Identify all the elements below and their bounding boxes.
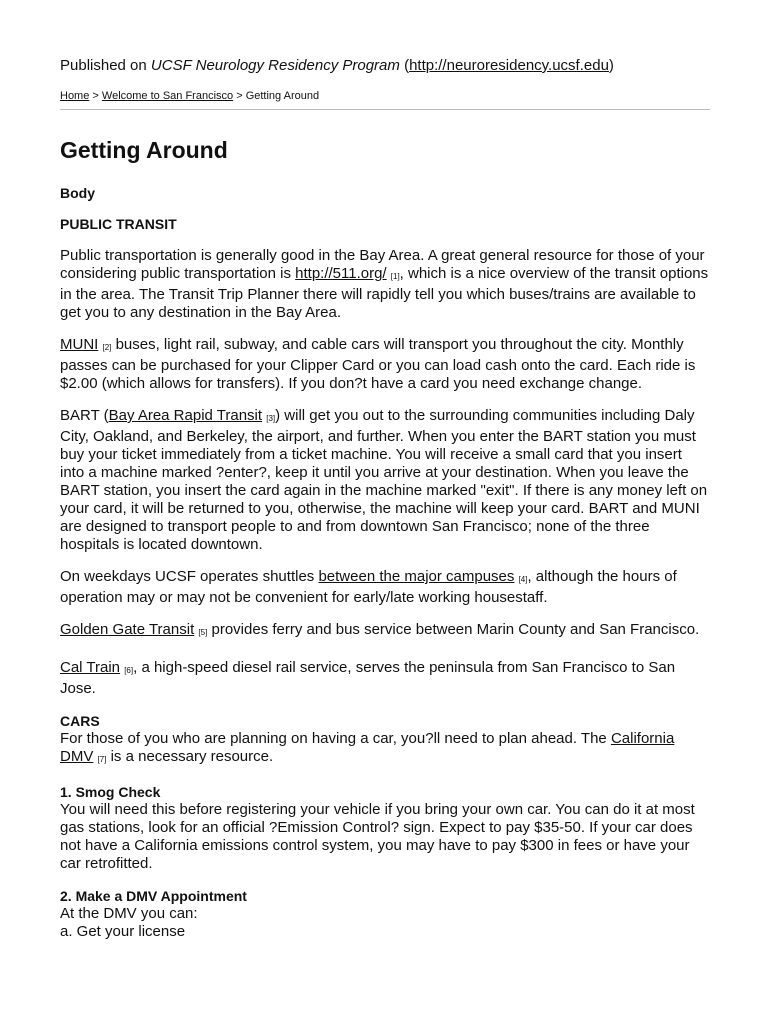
footnote-ref: [5] [198, 628, 208, 637]
body-label: Body [60, 185, 95, 201]
header-divider [60, 109, 710, 110]
paragraph-511 [60, 247, 710, 322]
published-prefix: Published on [60, 57, 147, 74]
link-caltrain[interactable]: Cal Train [60, 659, 121, 676]
smog-check-section [60, 783, 710, 873]
published-on-line [60, 57, 614, 75]
link-golden-gate-transit[interactable]: Golden Gate Transit [60, 621, 195, 638]
close-paren: ) [608, 57, 614, 74]
paragraph-text: BART ( [60, 407, 109, 424]
paragraph-text: Public transportation is generally good in the Bay Area. A great general resource for those of your considering public transportation is [60, 247, 705, 282]
footnote-ref: [7] [97, 755, 107, 764]
cars-section [60, 712, 710, 769]
paragraph-text: For those of you who are planning on having a car, you?ll need to plan ahead. The [60, 730, 611, 747]
cars-paragraph [60, 730, 710, 769]
link-bart[interactable]: Bay Area Rapid Transit [108, 407, 263, 424]
paragraph-text: On weekdays UCSF operates shuttles [60, 568, 319, 585]
breadcrumb-separator: > [89, 90, 102, 102]
link-muni[interactable]: MUNI [60, 336, 99, 353]
breadcrumb [60, 89, 319, 103]
link-511[interactable]: http://511.org/ [295, 265, 387, 282]
paragraph-text: , although the hours of operation may or may not be convenient for early/late working housestaff. [60, 568, 677, 606]
public-transit-heading: PUBLIC TRANSIT [60, 216, 177, 232]
link-campus-shuttles[interactable]: between the major campuses [318, 568, 515, 585]
dmv-appointment-heading: 2. Make a DMV Appointment [60, 888, 247, 904]
site-name: UCSF Neurology Residency Program [150, 57, 400, 74]
paragraph-text: buses, light rail, subway, and cable cars will transport you throughout the city. Monthly passes can be purchased for your Clipper Card or you can load cash onto the card. Each ride is $2.00 (which allows for transfers). If you don?t have a card you need exchange change. [60, 336, 696, 392]
breadcrumb-current: Getting Around [245, 90, 320, 102]
cars-heading: CARS [60, 713, 100, 729]
paragraph-muni [60, 336, 710, 393]
footnote-ref: [6] [124, 666, 134, 675]
paragraph-text: is a necessary resource. [106, 748, 274, 765]
article [60, 136, 710, 941]
smog-check-text: You will need this before registering your vehicle if you bring your own car. You can do it at most gas stations, look for an official ?Emission Control? sign. Expect to pay $35-50. If your car does not have a California emissions control system, you may have to pay $300 in fees or have your car retrofitted. [60, 801, 695, 872]
paragraph-shuttles [60, 568, 710, 607]
site-url-link[interactable]: http://neuroresidency.ucsf.edu [409, 57, 609, 74]
dmv-line: a. Get your license [60, 923, 186, 940]
dmv-line: At the DMV you can: [60, 905, 198, 922]
paragraph-text: provides ferry and bus service between Marin County and San Francisco. [207, 621, 700, 638]
paragraph-bart [60, 407, 710, 554]
paragraph-text: , which is a nice overview of the transit options in the area. The Transit Trip Planner there will rapidly tell you which buses/trains are available to get you to any destination in the Bay Area. [60, 265, 709, 321]
smog-check-heading: 1. Smog Check [60, 784, 161, 800]
link-california-dmv[interactable]: California DMV [60, 730, 675, 765]
footnote-ref: [3] [266, 414, 276, 423]
footnote-ref: [4] [518, 575, 528, 584]
paragraph-golden-gate [60, 621, 710, 642]
breadcrumb-section-link[interactable]: Welcome to San Francisco [101, 90, 234, 102]
breadcrumb-home-link[interactable]: Home [60, 90, 90, 102]
open-paren: ( [404, 57, 410, 74]
dmv-appointment-section [60, 887, 710, 941]
paragraph-text: ) will get you out to the surrounding communities including Daly City, Oakland, and Berkeley, the airport, and further. When you enter the BART station you must buy your ticket immediately from a ticket machine. You will receive a small card that you insert into a machine marked ?enter?, keep it until you arrive at your destination. When you leave the BART station, you insert the card again in the machine marked "exit". If there is any money left on your card, it will be returned to you, otherwise, the machine will keep your card. BART and MUNI are designed to transport people to and from downtown San Francisco; none of the three hospitals is located downtown. [60, 407, 708, 553]
breadcrumb-separator: > [233, 90, 246, 102]
page-title: Getting Around [60, 137, 228, 163]
footnote-ref: [2] [102, 343, 112, 352]
footnote-ref: [1] [390, 272, 400, 281]
paragraph-caltrain [60, 659, 710, 698]
paragraph-text: , a high-speed diesel rail service, serves the peninsula from San Francisco to San Jose. [60, 659, 676, 697]
